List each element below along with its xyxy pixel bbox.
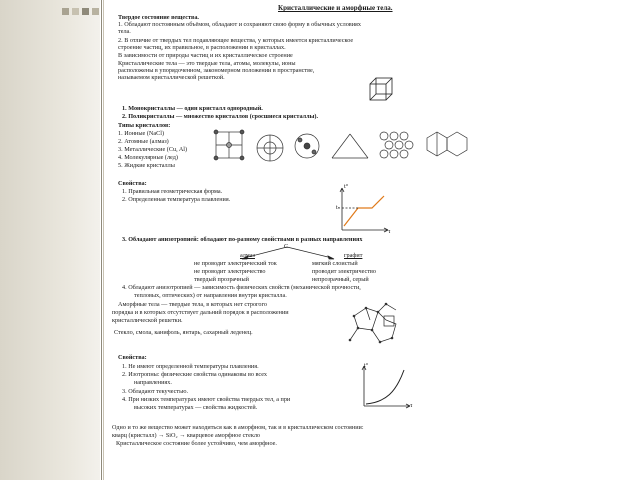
lattice-type-item: 3. Металлические (Cu, Al) bbox=[118, 146, 188, 153]
amorphous-properties-heading: Свойства: bbox=[118, 354, 147, 361]
intro-line: называемом кристаллической решеткой. bbox=[118, 74, 225, 81]
lattice-structures-illustration bbox=[212, 124, 472, 174]
graph2-xlabel: τ bbox=[410, 402, 413, 409]
amorphous-line: Аморфные тела — твердые тела, в которых нет строгого bbox=[118, 301, 267, 308]
corner-square-3 bbox=[82, 8, 89, 15]
intro-line: 1. Обладают постоянным объёмом, обладают и сохраняют свою форму в обычных условиях bbox=[118, 21, 361, 28]
amorphous-property: 1. Не имеют определенной температуры плавления. bbox=[122, 363, 259, 370]
amorphous-property: 2. Изотропны: физические свойства одинаковы во всех bbox=[122, 371, 267, 378]
property-item: 2. Определенная температура плавления. bbox=[122, 196, 231, 203]
element-symbol: С bbox=[284, 243, 289, 250]
intro-line: 2. В отличие от твердых тел подавляющее вещества, у которых имеется кристаллическое bbox=[118, 37, 354, 44]
allotrope-right-prop: мягкий слоистый bbox=[312, 260, 358, 267]
slide-sidebar bbox=[0, 0, 104, 480]
amorphous-line: кристаллической решетки. bbox=[112, 317, 183, 324]
melting-temperature-graph bbox=[334, 184, 392, 236]
amorphous-heating-graph bbox=[356, 362, 414, 412]
amorphous-structure-diagram bbox=[344, 300, 402, 350]
lattice-type-item: 4. Молекулярные (лед) bbox=[118, 154, 178, 161]
amorphous-property: высоких температурах — свойства жидкостей. bbox=[134, 404, 258, 411]
intro-line: Кристаллические тела — это твердые тела, атомы, молекулы, ионы bbox=[118, 60, 296, 67]
graph1-tick-label: tₙ bbox=[336, 204, 341, 211]
amorphous-property: направлениях. bbox=[134, 379, 172, 386]
amorphous-property: 3. Обладают текучестью. bbox=[122, 388, 189, 395]
anisotropy-line: 3. Обладают анизотропией: обладают по-разному свойствами в разных направлениях bbox=[122, 236, 363, 243]
amorphous-property: 4. При низких температурах имеют свойства твердых тел, а при bbox=[122, 396, 291, 403]
sidebar-gradient-band bbox=[0, 0, 100, 480]
allotrope-right-prop: проводит электричество bbox=[312, 268, 376, 275]
allotrope-right-prop: непрозрачный, серый bbox=[312, 276, 369, 283]
graph2-ylabel: t° bbox=[364, 362, 369, 369]
lattice-type-item: 2. Атомные (алмаз) bbox=[118, 138, 169, 145]
property-item: 1. Правильная геометрическая форма. bbox=[122, 188, 223, 195]
property-four-line: тепловых, оптических) от направления внутри кристалла. bbox=[134, 292, 287, 299]
graph1-ylabel: t° bbox=[344, 183, 349, 190]
allotrope-left-prop: не проводит электричество bbox=[194, 268, 266, 275]
property-four-line: 4. Обладают анизотропией — зависимость физических свойств (механической прочности, bbox=[122, 284, 361, 291]
bottom-note-line: Одно и то же вещество может находиться как в аморфном, так и в кристаллическом состоянии: bbox=[112, 424, 364, 431]
allotrope-left-title: алмаз bbox=[240, 252, 255, 259]
cubic-lattice-diagram bbox=[366, 74, 396, 104]
amorphous-line: Стекло, смола, канифоль, янтарь, сахарный леденец. bbox=[114, 329, 253, 336]
amorphous-line: порядка и в которых отсутствует дальний порядок в расположении bbox=[112, 309, 289, 316]
allotrope-left-prop: не проводит электрический ток bbox=[194, 260, 277, 267]
lattice-type-item: 1. Ионные (NaCl) bbox=[118, 130, 165, 137]
bottom-note-line: Кристаллическое состояние более устойчиво, чем аморфное. bbox=[116, 440, 277, 447]
page-title: Кристаллические и аморфные тела. bbox=[278, 4, 393, 12]
document-page bbox=[112, 0, 640, 480]
graph1-xlabel: τ bbox=[388, 228, 391, 235]
allotrope-right-title: графит bbox=[344, 252, 363, 259]
properties-heading: Свойства: bbox=[118, 180, 147, 187]
intro-line: расположены в упорядоченном, закономерном положении в пространстве, bbox=[118, 67, 315, 74]
lattice-heading: Типы кристаллов: bbox=[118, 122, 171, 129]
crystal-type-item: 2. Поликристаллы — множество кристаллов (сросшиеся кристаллы). bbox=[122, 113, 319, 120]
sidebar-divider bbox=[101, 0, 102, 480]
intro-line: строение частиц, их правильное, в расположении в кристаллах. bbox=[118, 44, 286, 51]
corner-square-4 bbox=[92, 8, 99, 15]
allotrope-left-prop: твердый прозрачный bbox=[194, 276, 249, 283]
intro-line: В зависимости от природы частиц и их кристаллическое строение bbox=[118, 52, 293, 59]
bottom-note-line: кварц (кристалл) → SiO₂ → кварцевое аморфное стекло bbox=[112, 432, 261, 439]
corner-square-1 bbox=[62, 8, 69, 15]
crystal-type-item: 1. Монокристаллы — один кристалл однородный. bbox=[122, 105, 263, 112]
lattice-type-item: 5. Жидкие кристаллы bbox=[118, 162, 175, 169]
intro-line: тела. bbox=[118, 28, 131, 35]
solid-heading: Твердое состояние вещества. bbox=[118, 14, 199, 21]
sidebar-divider-thin bbox=[103, 0, 104, 480]
corner-square-2 bbox=[72, 8, 79, 15]
